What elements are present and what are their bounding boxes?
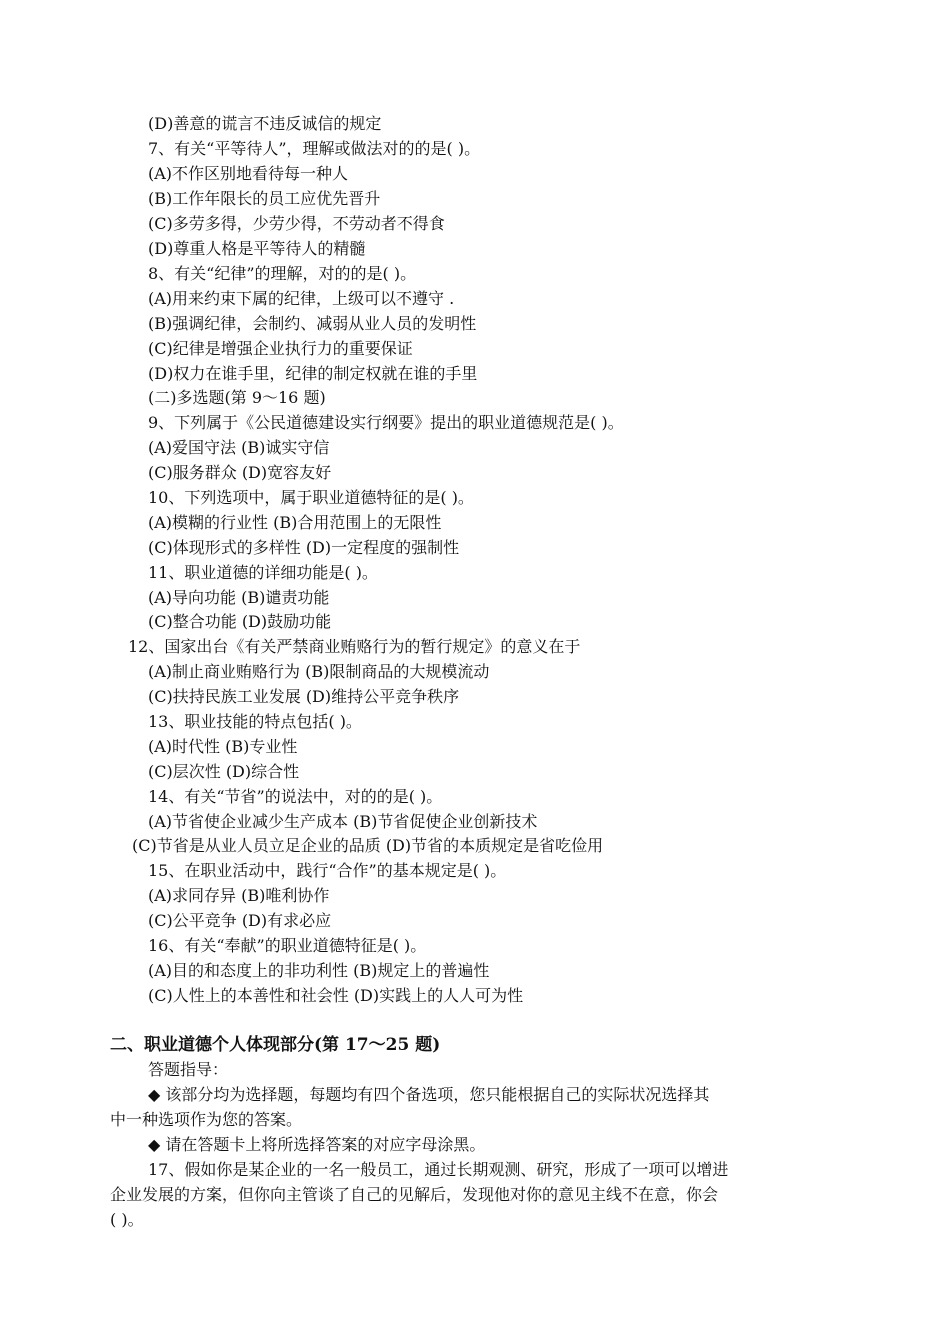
question-line: 15、在职业活动中，践行“合作”的基本规定是( )。 [148,861,507,880]
option-line: (B)工作年限长的员工应优先晋升 [148,189,381,208]
option-line: (D)尊重人格是平等待人的精髓 [148,239,366,258]
question-line: 11、职业道德的详细功能是( )。 [148,563,378,582]
option-line: (A)导向功能 (B)谴责功能 [148,588,330,607]
question-line: 13、职业技能的特点包括( )。 [148,712,362,731]
question-line: 7、有关“平等待人”，理解或做法对的的是( )。 [148,139,481,158]
option-line: (C)扶持民族工业发展 (D)维持公平竞争秩序 [148,687,460,706]
guide-label: 答题指导： [148,1060,229,1079]
section-heading: 二、职业道德个人体现部分(第 17～25 题) [110,1035,441,1055]
question-line: 8、有关“纪律”的理解，对的的是( )。 [148,264,417,283]
option-line: (C)服务群众 (D)宽容友好 [148,463,332,482]
question-line: 12、国家出台《有关严禁商业贿赂行为的暂行规定》的意义在于 [128,637,581,656]
option-line: (A)时代性 (B)专业性 [148,737,298,756]
option-line: (B)强调纪律，会制约、减弱从业人员的发明性 [148,314,477,333]
option-line: (C)层次性 (D)综合性 [148,762,300,781]
bullet-line-continued: 中一种选项作为您的答案。 [110,1110,303,1129]
option-line: (D)善意的谎言不违反诚信的规定 [148,114,382,133]
option-line: (C)整合功能 (D)鼓励功能 [148,612,332,631]
option-line: (A)模糊的行业性 (B)合用范围上的无限性 [148,513,442,532]
option-line: (A)目的和态度上的非功利性 (B)规定上的普遍性 [148,961,490,980]
option-line: (A)爱国守法 (B)诚实守信 [148,438,330,457]
option-line: (A)求同存异 (B)唯利协作 [148,886,330,905]
question-line: 16、有关“奉献”的职业道德特征是( )。 [148,936,427,955]
question-line-continued: 企业发展的方案，但你向主管谈了自己的见解后，发现他对你的意见主线不在意，你会 [110,1185,719,1204]
bullet-line: ◆ 请在答题卡上将所选择答案的对应字母涂黑。 [148,1135,486,1154]
option-line: (A)节省使企业减少生产成本 (B)节省促使企业创新技术 [148,812,538,831]
option-line: (C)多劳多得，少劳少得，不劳动者不得食 [148,214,445,233]
option-line: (D)权力在谁手里，纪律的制定权就在谁的手里 [148,364,478,383]
question-line-continued: ( )。 [110,1210,144,1229]
subsection-title: (二)多选题(第 9～16 题) [148,388,326,407]
question-line: 14、有关“节省”的说法中，对的的是( )。 [148,787,443,806]
bullet-line: ◆ 该部分均为选择题，每题均有四个备选项，您只能根据自己的实际状况选择其 [148,1085,710,1104]
option-line: (A)制止商业贿赂行为 (B)限制商品的大规模流动 [148,662,490,681]
option-line: (A)用来约束下属的纪律，上级可以不遵守 . [148,289,455,308]
option-line: (A)不作区别地看待每一种人 [148,164,349,183]
question-line: 17、假如你是某企业的一名一般员工，通过长期观测、研究，形成了一项可以增进 [148,1160,729,1179]
option-line: (C)纪律是增强企业执行力的重要保证 [148,339,413,358]
option-line: (C)公平竞争 (D)有求必应 [148,911,332,930]
option-line: (C)节省是从业人员立足企业的品质 (D)节省的本质规定是省吃俭用 [132,836,604,855]
option-line: (C)体现形式的多样性 (D)一定程度的强制性 [148,538,460,557]
question-line: 9、下列属于《公民道德建设实行纲要》提出的职业道德规范是( )。 [148,413,624,432]
question-line: 10、下列选项中，属于职业道德特征的是( )。 [148,488,474,507]
option-line: (C)人性上的本善性和社会性 (D)实践上的人人可为性 [148,986,524,1005]
